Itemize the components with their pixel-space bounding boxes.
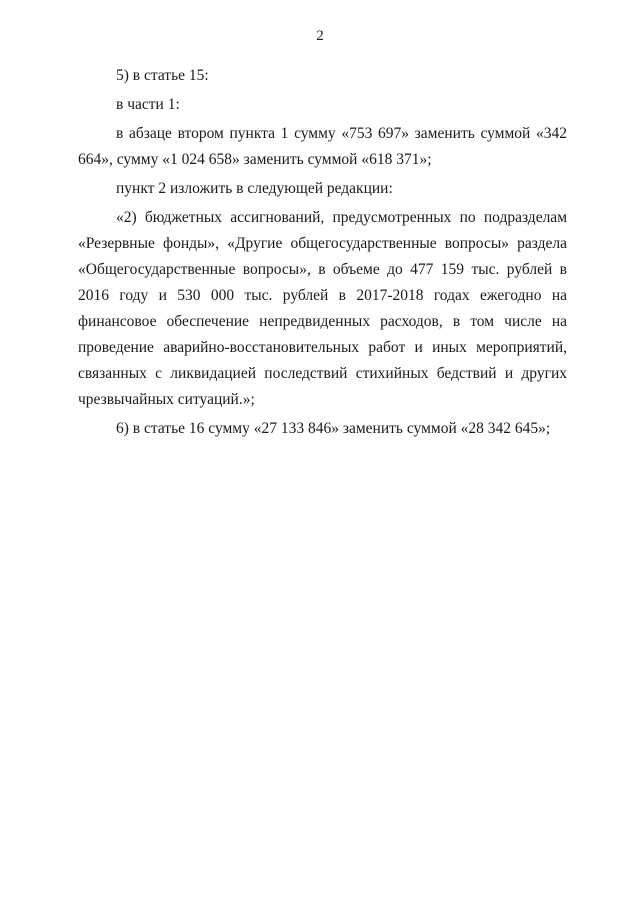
paragraph-article-16: 6) в статье 16 сумму «27 133 846» заменить суммой «28 342 645»; <box>116 420 551 437</box>
page-number: 2 <box>316 28 324 44</box>
paragraph-part-1: в части 1: <box>116 96 180 113</box>
paragraph-clause-1-amounts: в абзаце втором пункта 1 сумму «753 697» заменить суммой «342 664», сумму «1 024 658» заменить суммой «618 371»; <box>78 125 567 168</box>
paragraph-clause-2-intro: пункт 2 изложить в следующей редакции: <box>116 180 393 197</box>
paragraph-clause-2-text: «2) бюджетных ассигнований, предусмотренных по подразделам «Резервные фонды», «Другие общегосударственные вопросы» раздела «Общегосударственные вопросы», в объеме до 477 159 тыс. рублей в 2016 году и 530 000 тыс. рублей в 2017-2018 годах ежегодно на финансовое обеспечение непредвиденных расходов, в том числе на проведение аварийно-восстановительных работ и иных мероприятий, связанных с ликвидацией последствий стихийных бедствий и других чрезвычайных ситуаций.»; <box>78 209 567 408</box>
document-body <box>78 63 567 442</box>
paragraph-article-15: 5) в статье 15: <box>116 67 209 84</box>
